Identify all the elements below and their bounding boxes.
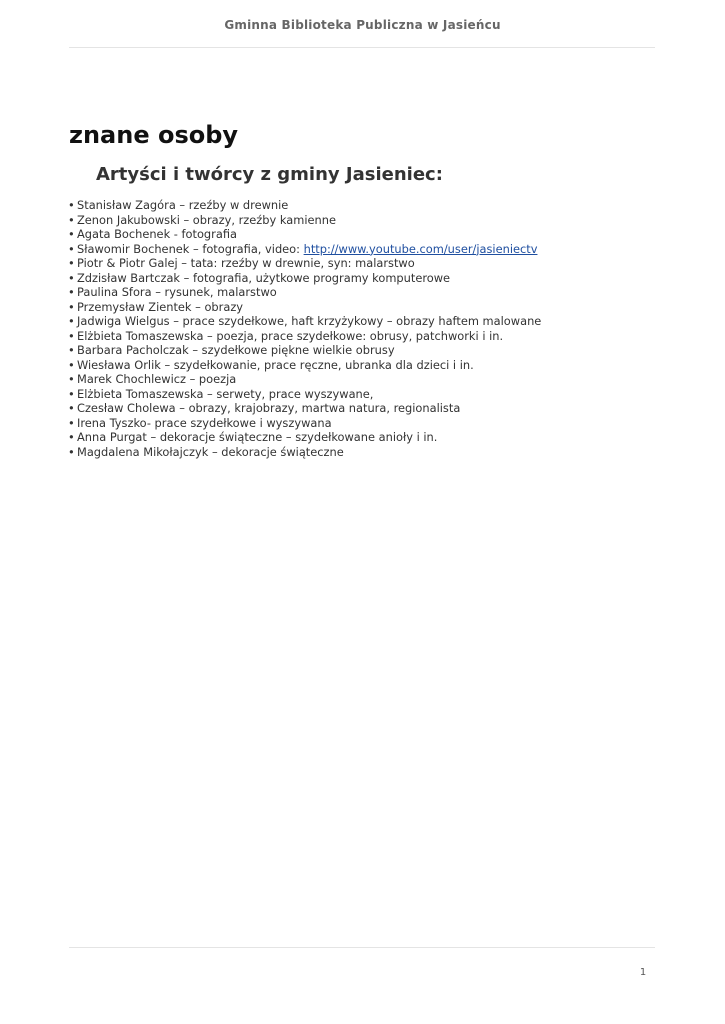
- bullet-icon: •: [68, 328, 75, 343]
- list-item-text: Agata Bochenek - fotografia: [77, 227, 237, 241]
- list-item-text: Anna Purgat – dekoracje świąteczne – szydełkowane anioły i in.: [77, 430, 438, 444]
- list-item-text: Czesław Cholewa – obrazy, krajobrazy, martwa natura, regionalista: [77, 401, 461, 415]
- bullet-icon: •: [68, 285, 75, 299]
- list-item-text: Elżbieta Tomaszewska – serwety, prace wyszywane,: [77, 386, 374, 401]
- list-item: [68, 285, 648, 300]
- list-item-text: Elżbieta Tomaszewska – poezja, prace szydełkowe: obrusy, patchworki i in.: [77, 328, 504, 343]
- list-item-text: Zdzisław Bartczak – fotografia, użytkowe programy komputerowe: [77, 270, 451, 285]
- bullet-icon: •: [68, 212, 75, 227]
- page-title: znane osoby: [69, 121, 239, 149]
- header-divider: [69, 47, 655, 48]
- list-item-text: Marek Chochlewicz – poezja: [77, 372, 237, 386]
- footer-divider: [69, 947, 655, 948]
- list-item-text: Barbara Pacholczak – szydełkowe piękne wielkie obrusy: [77, 343, 395, 357]
- bullet-icon: •: [68, 430, 75, 444]
- list-item-text: Magdalena Mikołajczyk – dekoracje świąteczne: [77, 444, 344, 459]
- list-item-text: Sławomir Bochenek – fotografia, video:: [77, 241, 304, 256]
- list-item: [68, 329, 648, 344]
- bullet-icon: •: [68, 241, 75, 256]
- youtube-link[interactable]: http://www.youtube.com/user/jasieniectv: [303, 241, 538, 256]
- list-item: [68, 387, 648, 402]
- list-item-text: Stanisław Zagóra – rzeźby w drewnie: [77, 198, 289, 212]
- list-item: [68, 271, 648, 286]
- list-item: [68, 300, 648, 315]
- list-item: [68, 358, 648, 373]
- site-title: Gminna Biblioteka Publiczna w Jasieńcu: [224, 18, 501, 32]
- bullet-icon: •: [68, 343, 75, 357]
- list-item-text: Irena Tyszko- prace szydełkowe i wyszywana: [77, 415, 332, 430]
- bullet-icon: •: [68, 444, 75, 459]
- bullet-icon: •: [68, 256, 75, 270]
- bullet-icon: •: [68, 372, 75, 386]
- list-item: [68, 343, 648, 358]
- bullet-icon: •: [68, 198, 75, 212]
- bullet-icon: •: [68, 415, 75, 430]
- list-item: [68, 430, 648, 445]
- list-item: [68, 445, 648, 460]
- list-item-text: Paulina Sfora – rysunek, malarstwo: [77, 285, 277, 299]
- page-number: 1: [639, 967, 647, 978]
- list-item: [68, 213, 648, 228]
- list-item-text: Jadwiga Wielgus – prace szydełkowe, haft krzyżykowy – obrazy haftem malowane: [77, 314, 542, 328]
- bullet-icon: •: [68, 299, 75, 314]
- section-heading: Artyści i twórcy z gminy Jasieniec:: [96, 164, 443, 185]
- list-item: [68, 314, 648, 329]
- list-item: [68, 416, 648, 431]
- list-item-text: Wiesława Orlik – szydełkowanie, prace ręczne, ubranka dla dzieci i in.: [77, 357, 474, 372]
- bullet-icon: •: [68, 357, 75, 372]
- list-item: [68, 242, 648, 257]
- bullet-icon: •: [68, 314, 75, 328]
- bullet-icon: •: [68, 270, 75, 285]
- list-item: [68, 227, 648, 242]
- list-item-text: Piotr & Piotr Galej – tata: rzeźby w drewnie, syn: malarstwo: [77, 256, 415, 270]
- list-item: [68, 198, 648, 213]
- list-item-text: Zenon Jakubowski – obrazy, rzeźby kamienne: [77, 212, 336, 227]
- artist-list: [68, 198, 648, 459]
- list-item: [68, 256, 648, 271]
- list-item: [68, 372, 648, 387]
- list-item: [68, 401, 648, 416]
- bullet-icon: •: [68, 227, 75, 241]
- bullet-icon: •: [68, 386, 75, 401]
- list-item-text: Przemysław Zientek – obrazy: [77, 299, 244, 314]
- bullet-icon: •: [68, 401, 75, 415]
